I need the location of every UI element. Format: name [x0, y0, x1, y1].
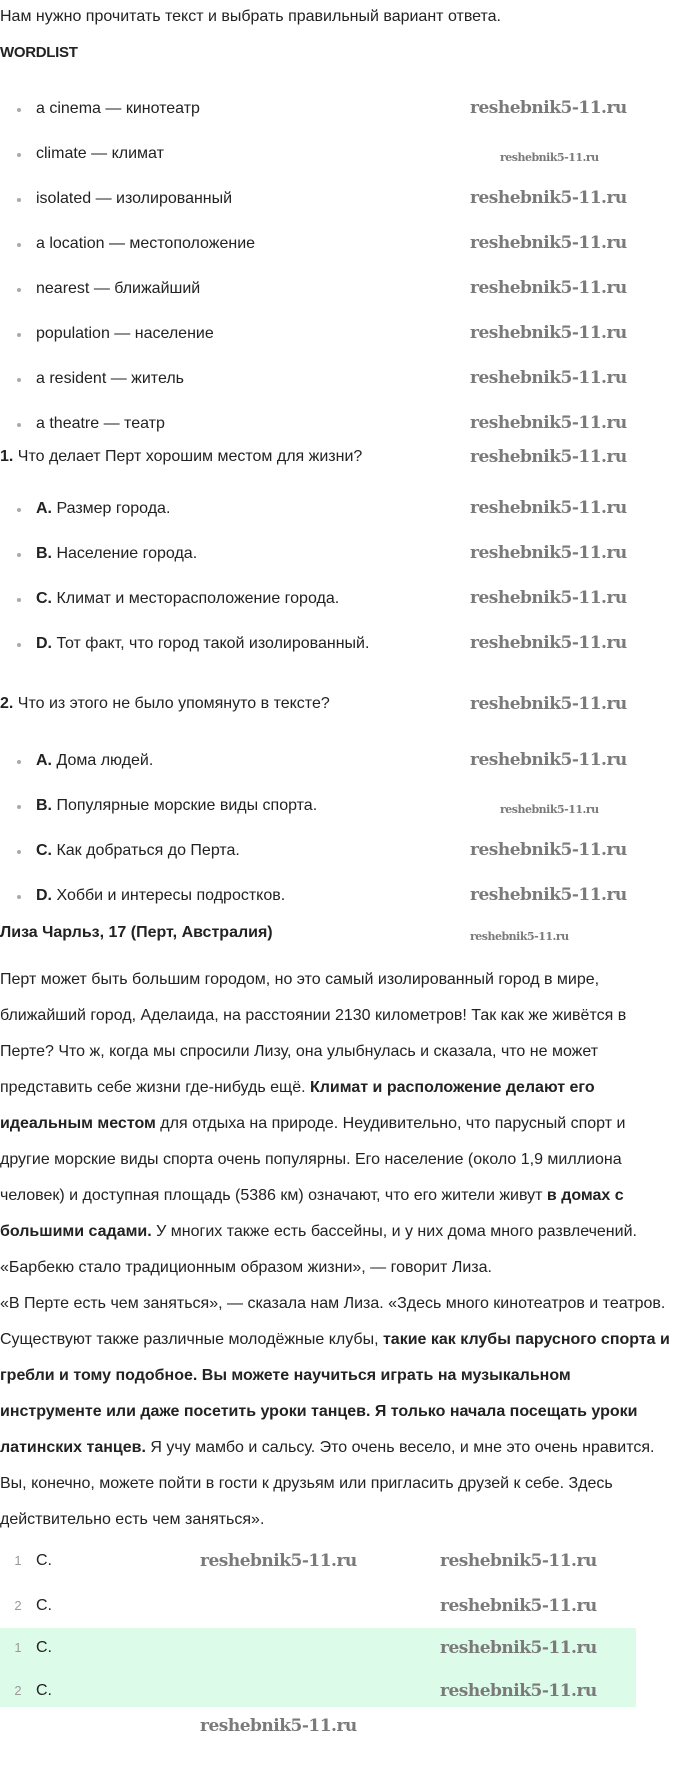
question-text: Что делает Перт хорошим местом для жизни?	[17, 448, 363, 465]
question-1	[0, 448, 362, 466]
paragraph-2	[0, 1286, 676, 1538]
watermark: reshebnik5-11.ru	[440, 1596, 597, 1616]
text-segment: «В Перте есть чем заняться», — сказала нам Лиза. «Здесь много кинотеатров и театров. Существуют также различные молодёжные клубы,	[0, 1295, 666, 1348]
question-number: 2.	[0, 695, 14, 712]
paragraph-1	[0, 962, 676, 1286]
watermark: reshebnik5-11.ru	[470, 278, 627, 298]
answer-number: 2	[14, 1598, 22, 1613]
text-segment: для отдыха на природе. Неудивительно, что парусный спорт и другие морские виды спорта очень популярны. Его население (около 1,9 миллиона человек) и доступная площадь (5386 км) означают, что его жители живут	[0, 1115, 626, 1204]
option-text: Как добраться до Перта.	[56, 842, 240, 859]
option-b	[0, 794, 317, 839]
text-heading-row	[0, 922, 680, 962]
watermark: reshebnik5-11.ru	[200, 1551, 357, 1571]
wordlist-item: a theatre — театр	[0, 412, 255, 457]
watermark: reshebnik5-11.ru	[470, 588, 627, 608]
text-segment: Я учу мамбо и сальсу. Это очень весело, и мне это очень нравится. Вы, конечно, можете пойти в гости к друзьям или пригласить друзей к себе. Здесь действительно есть чем заняться».	[0, 1439, 655, 1528]
option-letter: C.	[36, 842, 52, 859]
bold-segment: такие как клубы парусного спорта и гребли и тому подобное. Вы можете научиться играть на музыкальном инструменте или даже посетить уроки танцев. Я только начала посещать уроки латинских танцев.	[0, 1331, 670, 1456]
highlighted-answer-row	[0, 1667, 636, 1707]
watermark: reshebnik5-11.ru	[470, 413, 627, 433]
option-a	[0, 749, 317, 794]
question-text: Что из этого не было упомянуто в тексте?	[17, 695, 330, 712]
watermark: reshebnik5-11.ru	[470, 368, 627, 388]
option-letter: B.	[36, 545, 52, 562]
option-letter: A.	[36, 500, 52, 517]
watermark: reshebnik5-11.ru	[440, 1681, 597, 1701]
option-text: Климат и месторасположение города.	[56, 590, 340, 607]
watermark: reshebnik5-11.ru	[470, 750, 627, 770]
question-1-options	[0, 497, 369, 677]
question-2-options	[0, 749, 317, 929]
wordlist-item: nearest — ближайший	[0, 277, 255, 322]
text-segment: Перт может быть большим городом, но это самый изолированный город в мире, ближайший город, Аделаида, на расстоянии 2130 километров! Так как же живётся в Перте? Что ж, когда мы спросили Лизу, она улыбнулась и сказала, что не может представить себе жизни где-нибудь ещё.	[0, 971, 627, 1096]
question-2	[0, 695, 330, 713]
option-text: Хобби и интересы подростков.	[56, 887, 286, 904]
watermark: reshebnik5-11.ru	[440, 1638, 597, 1658]
option-d	[0, 632, 369, 677]
option-text: Тот факт, что город такой изолированный.	[56, 635, 370, 652]
watermark: reshebnik5-11.ru	[200, 1716, 357, 1736]
text-segment: У многих также есть бассейны, и у них дома много развлечений. «Барбекю стало традиционным образом жизни», — говорит Лиза.	[0, 1223, 637, 1276]
wordlist-item: population — население	[0, 322, 255, 367]
option-text: Население города.	[56, 545, 198, 562]
answer-row	[0, 1583, 636, 1628]
bold-segment: в домах с большими садами.	[0, 1187, 624, 1240]
watermark: reshebnik5-11.ru	[440, 1551, 597, 1571]
wordlist	[0, 97, 255, 457]
bold-segment: Климат и расположение делают его идеальным местом	[0, 1079, 595, 1132]
watermark: reshebnik5-11.ru	[470, 633, 627, 653]
article	[0, 922, 680, 1741]
wordlist-item: a cinema — кинотеатр	[0, 97, 255, 142]
watermark: reshebnik5-11.ru	[470, 233, 627, 253]
highlighted-answer-row	[0, 1628, 636, 1667]
answer-value: C.	[36, 1597, 52, 1614]
option-c	[0, 839, 317, 884]
watermark: reshebnik5-11.ru	[500, 151, 599, 164]
answer-value: C.	[36, 1639, 52, 1656]
watermark: reshebnik5-11.ru	[470, 930, 569, 943]
wordlist-item: a location — местоположение	[0, 232, 255, 277]
answer-number: 1	[14, 1553, 22, 1568]
watermark: reshebnik5-11.ru	[500, 803, 599, 816]
option-letter: C.	[36, 590, 52, 607]
watermark: reshebnik5-11.ru	[470, 840, 627, 860]
option-a	[0, 497, 369, 542]
option-letter: A.	[36, 752, 52, 769]
option-text: Популярные морские виды спорта.	[56, 797, 318, 814]
option-letter: B.	[36, 797, 52, 814]
instruction-text: Нам нужно прочитать текст и выбрать правильный вариант ответа.	[0, 8, 501, 25]
option-letter: D.	[36, 635, 52, 652]
watermark: reshebnik5-11.ru	[470, 498, 627, 518]
option-b	[0, 542, 369, 587]
wordlist-item: isolated — изолированный	[0, 187, 255, 232]
option-letter: D.	[36, 887, 52, 904]
wordlist-heading: WORDLIST	[0, 44, 78, 61]
footer-space	[0, 1707, 680, 1741]
text-heading: Лиза Чарльз, 17 (Перт, Австралия)	[0, 924, 273, 941]
option-text: Дома людей.	[56, 752, 154, 769]
question-number: 1.	[0, 448, 14, 465]
watermark: reshebnik5-11.ru	[470, 694, 627, 714]
watermark: reshebnik5-11.ru	[470, 447, 627, 467]
watermark: reshebnik5-11.ru	[470, 885, 627, 905]
watermark: reshebnik5-11.ru	[470, 98, 627, 118]
answer-value: C.	[36, 1682, 52, 1699]
watermark: reshebnik5-11.ru	[470, 188, 627, 208]
answer-number: 1	[14, 1640, 22, 1655]
answer-row	[0, 1538, 636, 1583]
answer-number: 2	[14, 1683, 22, 1698]
wordlist-item: a resident — житель	[0, 367, 255, 412]
watermark: reshebnik5-11.ru	[470, 543, 627, 563]
wordlist-item: climate — климат	[0, 142, 255, 187]
option-text: Размер города.	[56, 500, 171, 517]
option-c	[0, 587, 369, 632]
watermark: reshebnik5-11.ru	[470, 323, 627, 343]
answer-value: C.	[36, 1552, 52, 1569]
